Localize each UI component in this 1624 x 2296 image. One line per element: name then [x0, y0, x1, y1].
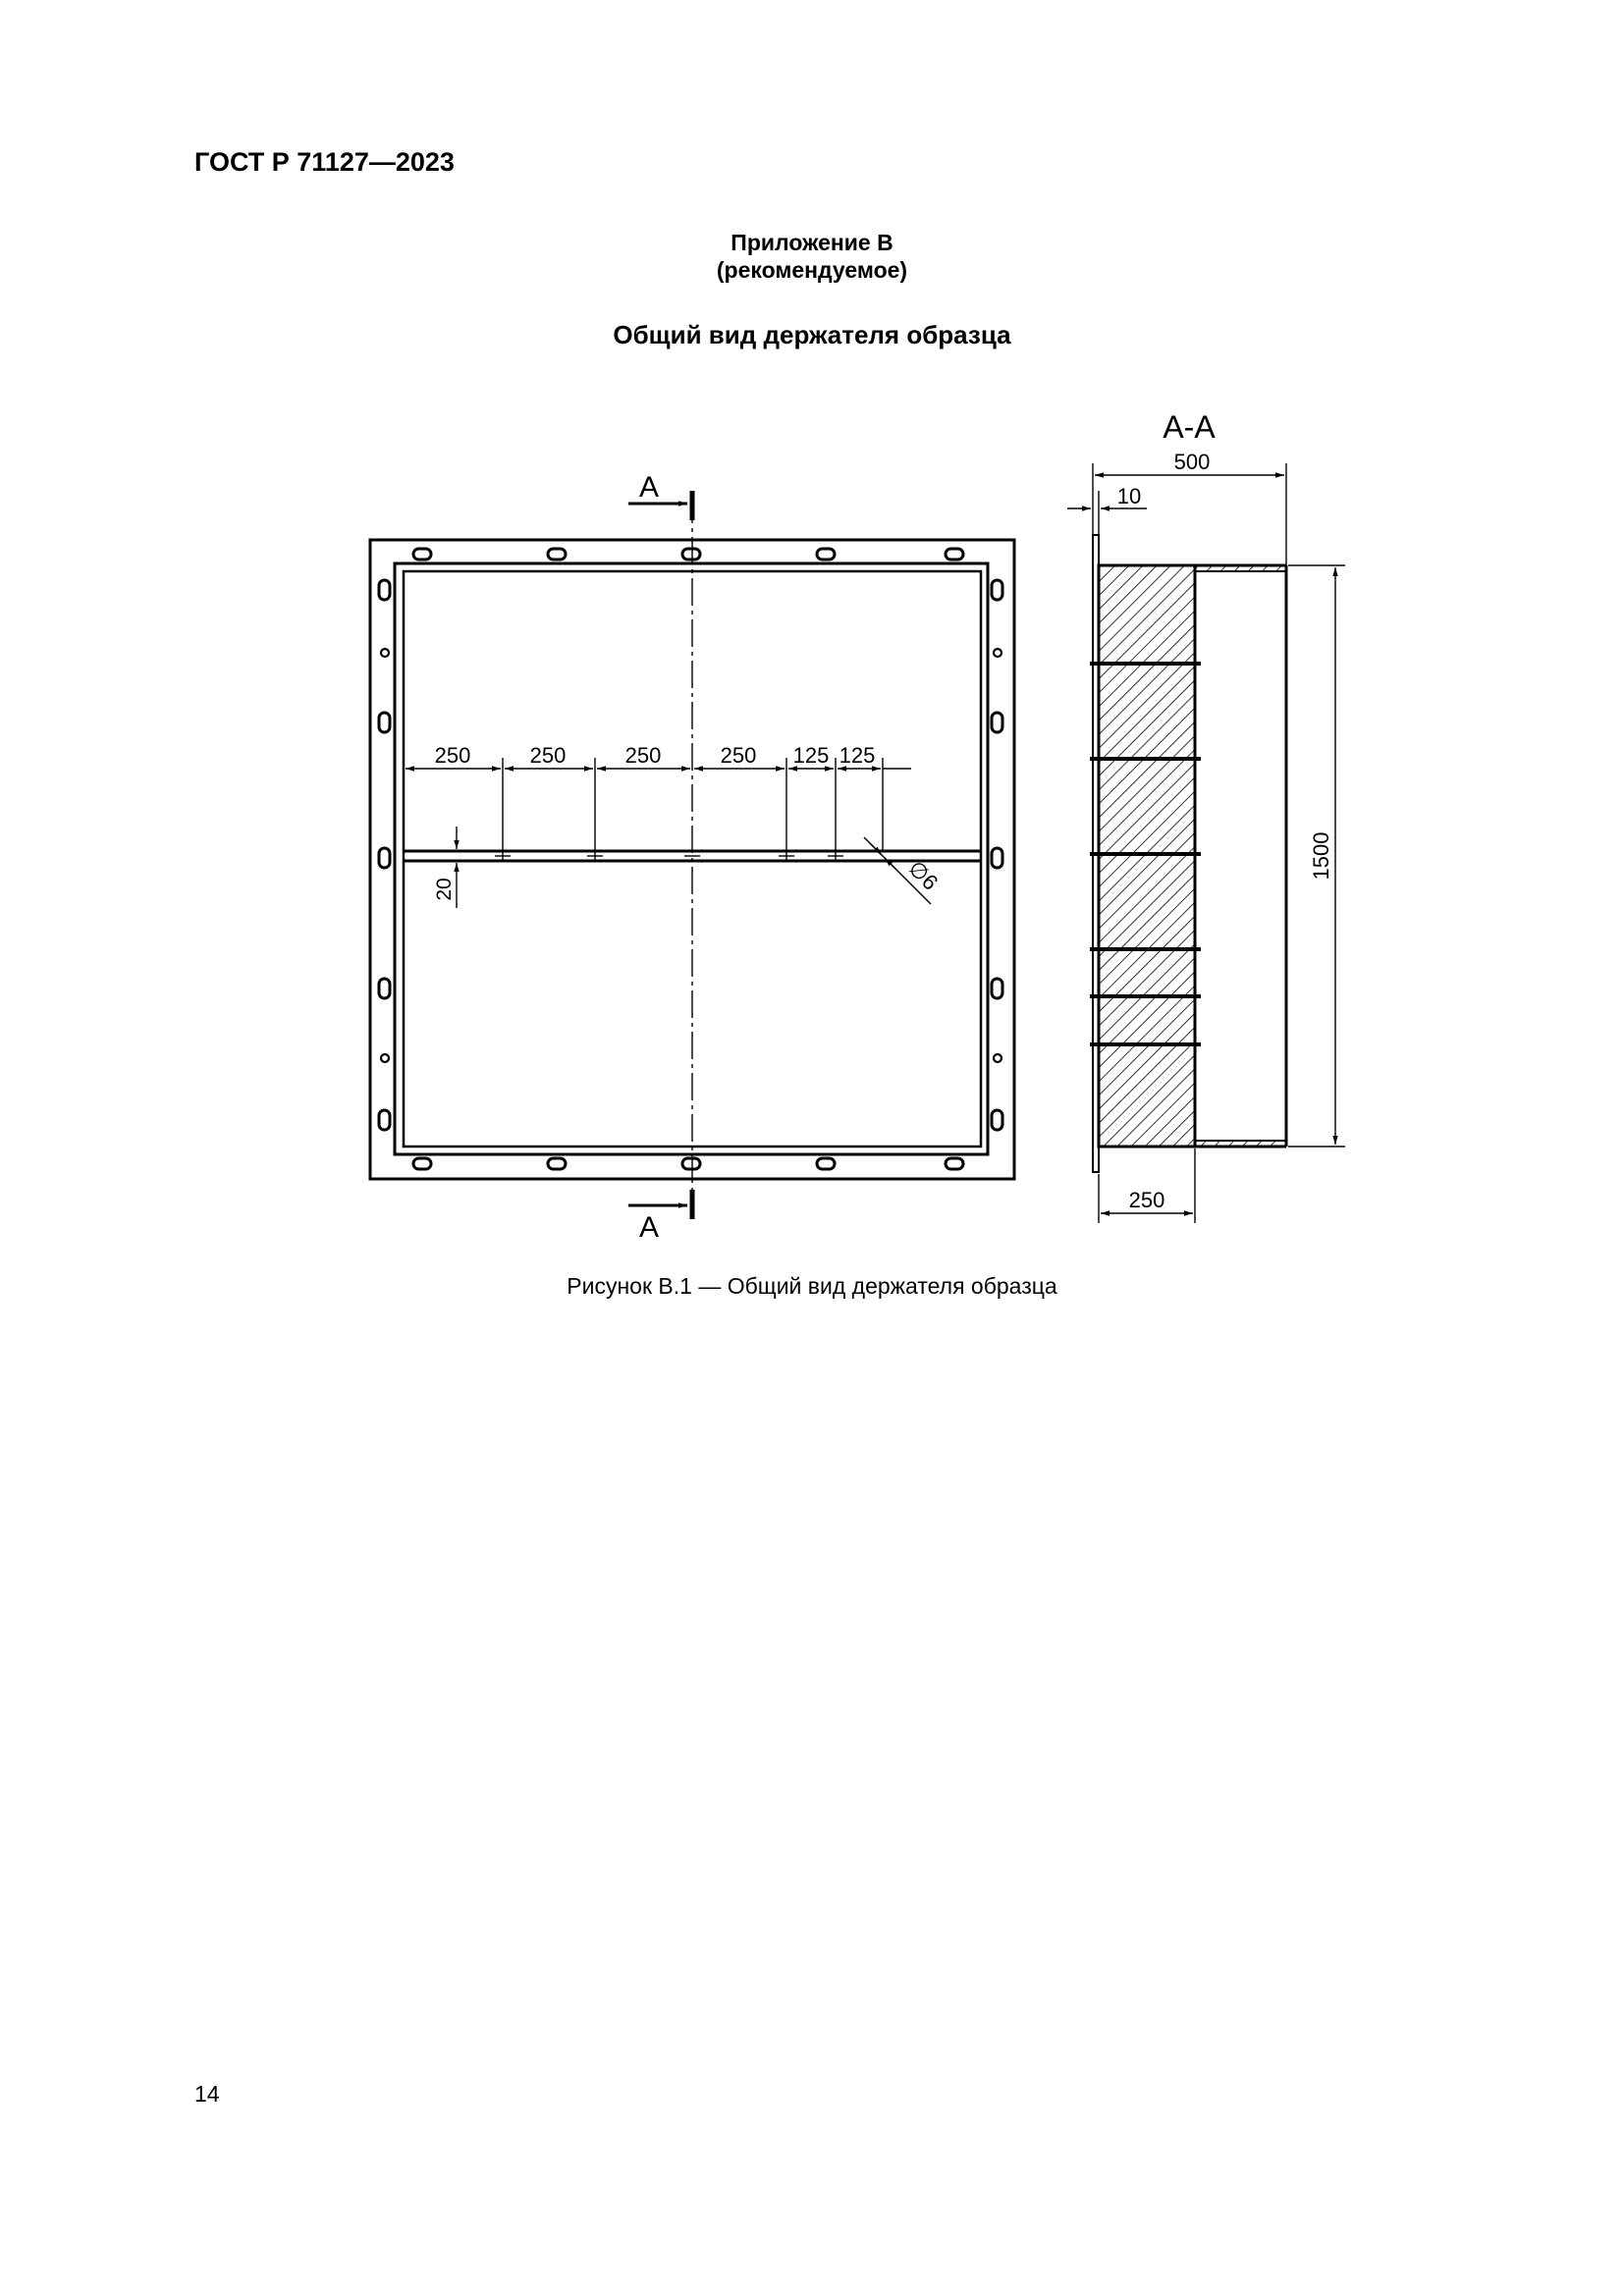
dim-height-label: 1500 [1309, 831, 1333, 881]
section-marker-top [628, 471, 692, 520]
section-title: А-А [1163, 409, 1216, 445]
dim-depth-total [1093, 463, 1286, 565]
hole-leader-arrow [870, 843, 882, 855]
gap-label: 20 [433, 878, 456, 901]
dim-label-5: 125 [792, 743, 830, 768]
section-letter-top: А [638, 471, 660, 504]
dim-flange-label: 10 [1116, 484, 1142, 508]
document-header: ГОСТ Р 71127—2023 [194, 147, 455, 177]
dim-label-3: 250 [624, 743, 662, 768]
sleeve-hatch-bottom [1195, 1141, 1286, 1147]
hole-label: ∅6 [903, 855, 944, 895]
dim-depth-total-label: 500 [1173, 450, 1211, 474]
middle-frame [395, 563, 988, 1154]
dim-label-6: 125 [839, 743, 876, 768]
mounting-slots-bottom [413, 1158, 963, 1169]
page-number: 14 [194, 2081, 220, 2107]
section-letter-bottom: А [638, 1211, 660, 1244]
mounting-slots-right [992, 580, 1002, 1130]
figure-heading: Общий вид держателя образца [613, 320, 1011, 349]
mounting-slots-top [413, 549, 963, 560]
dim-frame-depth-label: 250 [1128, 1188, 1165, 1212]
appendix-status: (рекомендуемое) [716, 257, 908, 283]
sleeve-hatch-top [1195, 565, 1286, 571]
dim-label-1: 250 [434, 743, 471, 768]
dim-label-2: 250 [529, 743, 567, 768]
mounting-slots-left [379, 580, 390, 1130]
section-view [1067, 409, 1345, 1223]
dim-label-4: 250 [720, 743, 757, 768]
appendix-title: Приложение В [731, 230, 893, 255]
front-view [370, 471, 1014, 1244]
figure-caption: Рисунок В.1 — Общий вид держателя образца [567, 1273, 1057, 1299]
section-marker-bottom [628, 1190, 692, 1244]
